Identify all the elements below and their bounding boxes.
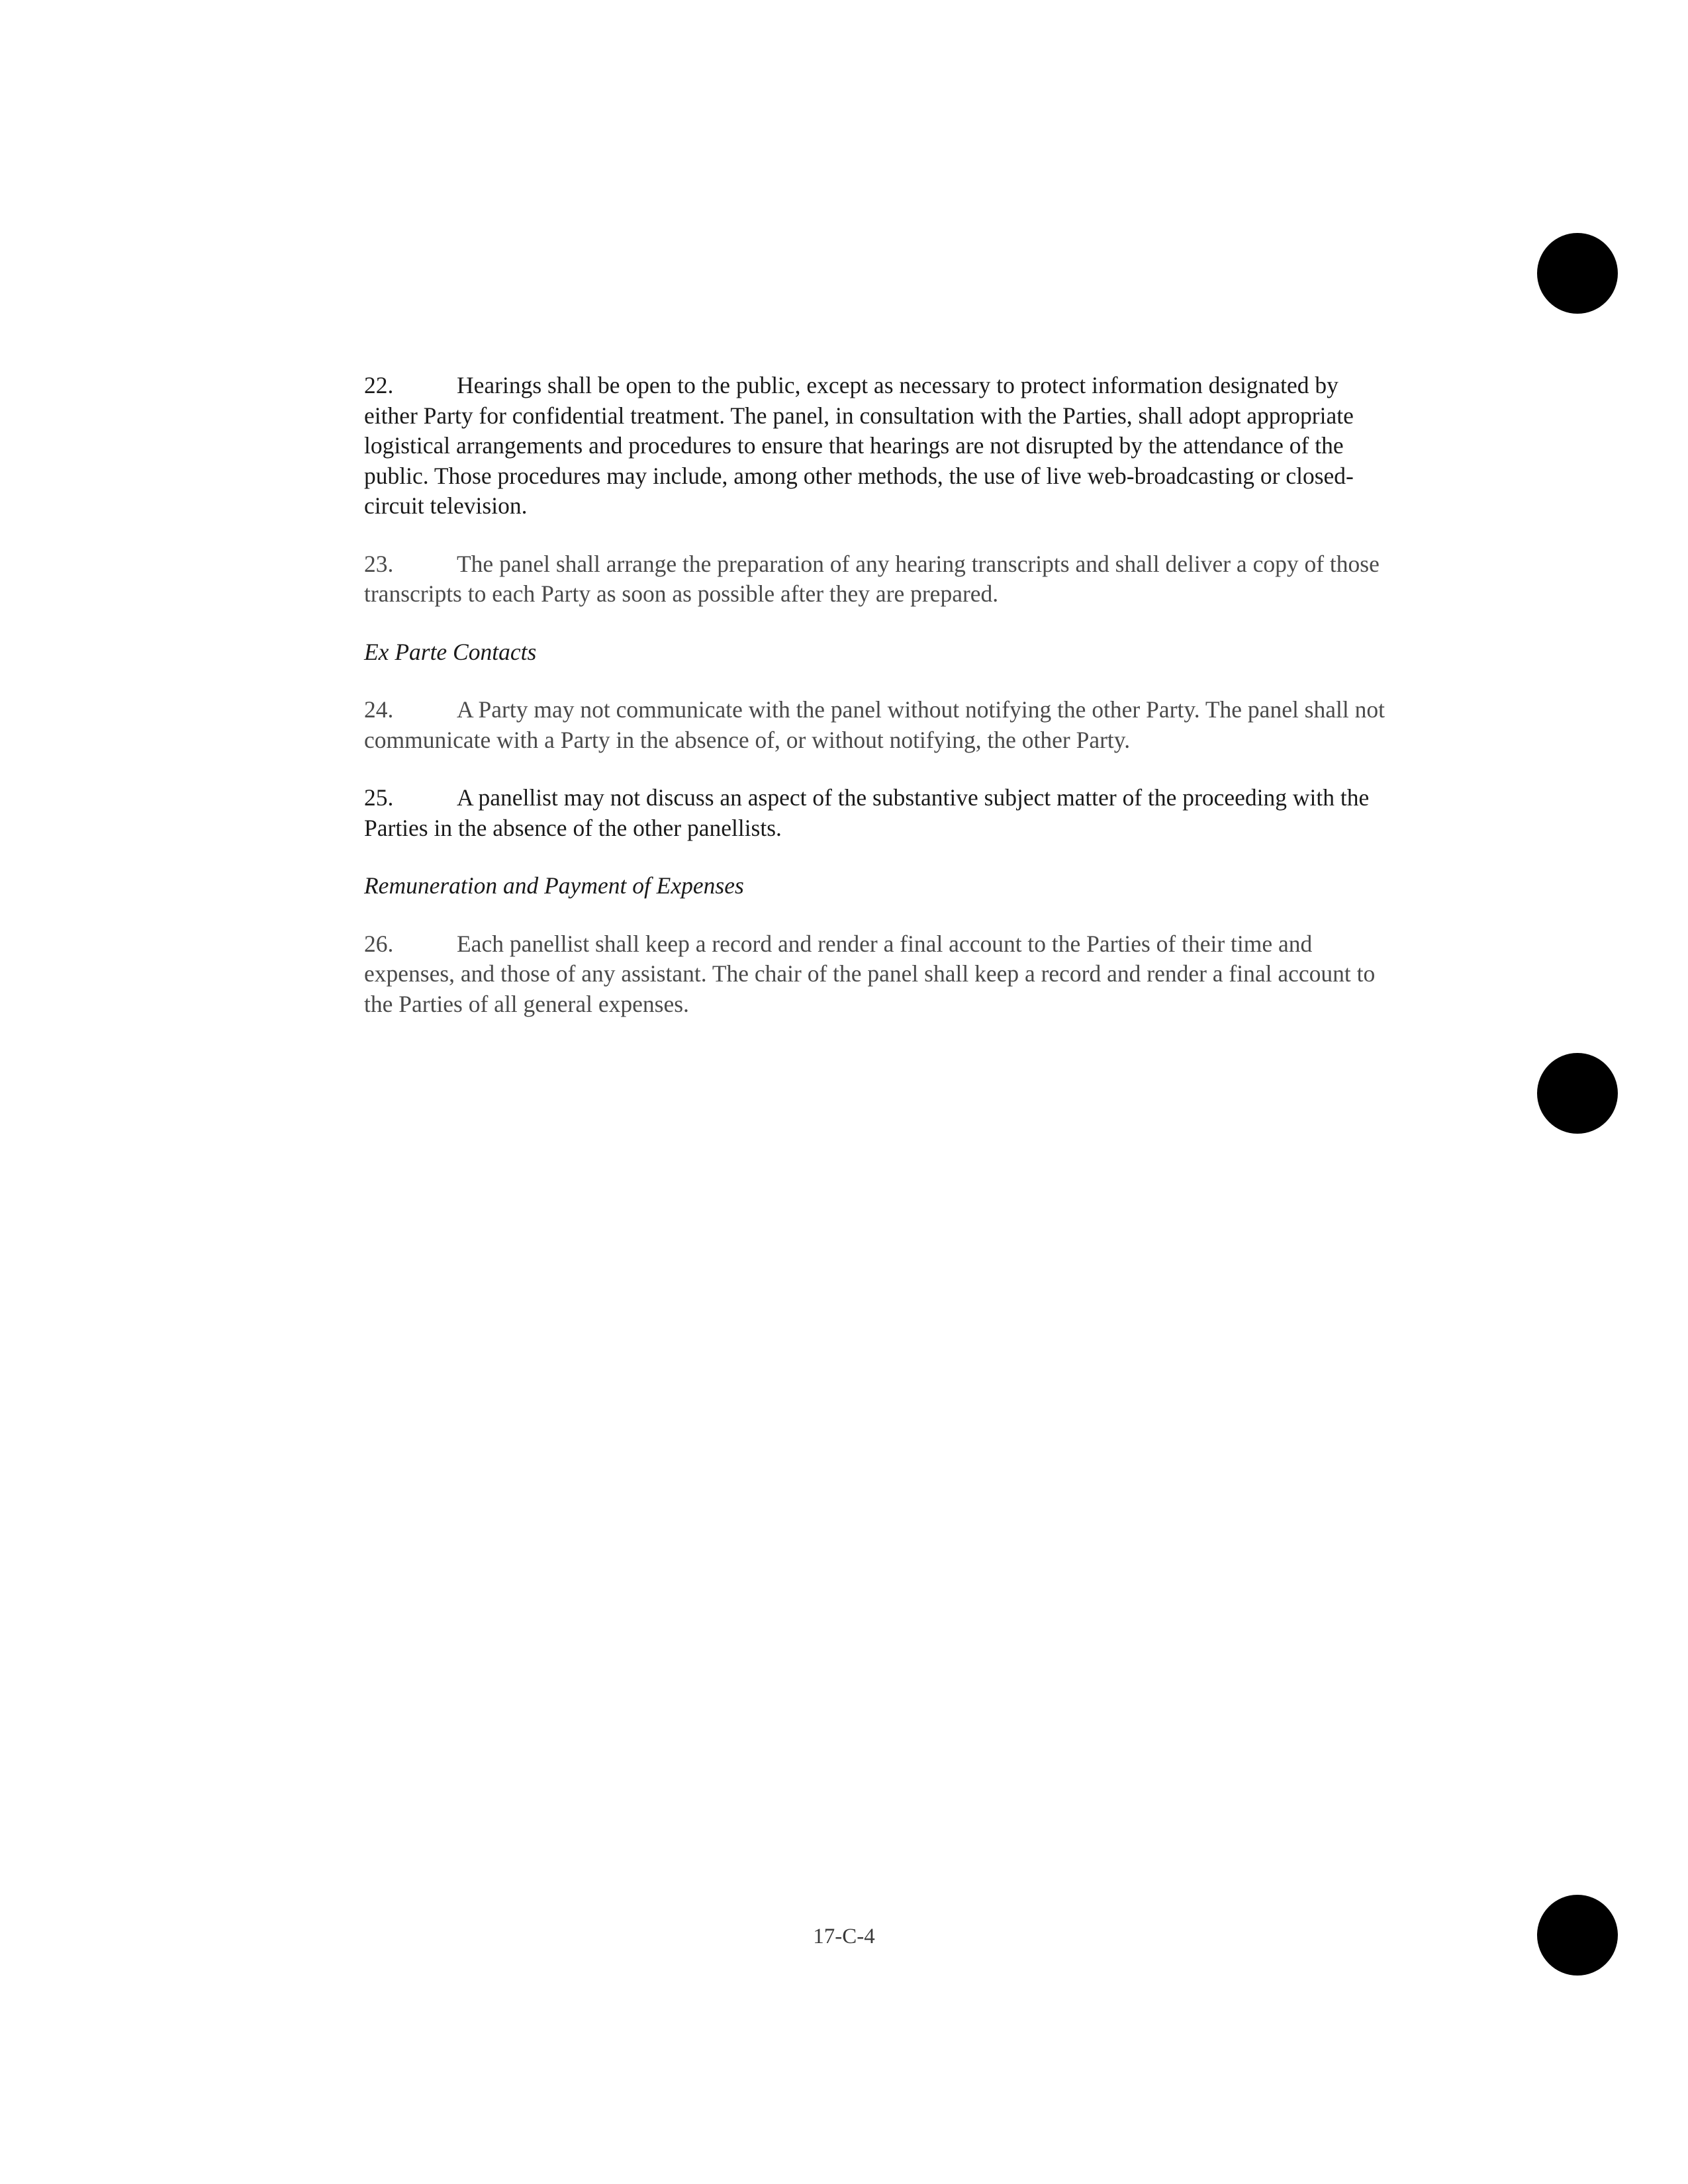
section-heading-remuneration: Remuneration and Payment of Expenses bbox=[364, 872, 744, 899]
paragraph-26 bbox=[364, 929, 1390, 1020]
paragraph-23 bbox=[364, 549, 1390, 610]
paragraph-text: Each panellist shall keep a record and render a final account to the Parties of their time and expenses, and those of any assistant. The chair of the panel shall keep a record and render a final account to the Parties of all general expenses. bbox=[364, 930, 1376, 1017]
paragraph-25 bbox=[364, 783, 1390, 843]
document-body bbox=[364, 371, 1390, 1047]
section-heading-ex-parte: Ex Parte Contacts bbox=[364, 638, 537, 665]
paragraph-text: A Party may not communicate with the panel without notifying the other Party. The panel shall not communicate with a Party in the absence of, or without notifying, the other Party. bbox=[364, 696, 1385, 753]
paragraph-number: 23. bbox=[364, 550, 394, 577]
punch-hole-top bbox=[1537, 233, 1618, 314]
paragraph-number: 22. bbox=[364, 372, 394, 398]
paragraph-number: 26. bbox=[364, 930, 394, 957]
paragraph-22 bbox=[364, 371, 1390, 522]
paragraph-text: A panellist may not discuss an aspect of the substantive subject matter of the proceeding with the Parties in the absence of the other panellists. bbox=[364, 784, 1370, 841]
paragraph-text: Hearings shall be open to the public, except as necessary to protect information designated by either Party for confidential treatment. The panel, in consultation with the Parties, shall adopt appropriate logistical arrangements and procedures to ensure that hearings are not disrupted by the attendance of the public. Those procedures may include, among other methods, the use of live web-broadcasting or closed-circuit television. bbox=[364, 372, 1354, 519]
punch-hole-middle bbox=[1537, 1053, 1618, 1134]
page-number: 17-C-4 bbox=[813, 1925, 875, 1948]
paragraph-text: The panel shall arrange the preparation of any hearing transcripts and shall deliver a copy of those transcripts to each Party as soon as possible after they are prepared. bbox=[364, 550, 1380, 607]
paragraph-number: 25. bbox=[364, 784, 394, 811]
paragraph-number: 24. bbox=[364, 696, 394, 723]
paragraph-24 bbox=[364, 695, 1390, 755]
